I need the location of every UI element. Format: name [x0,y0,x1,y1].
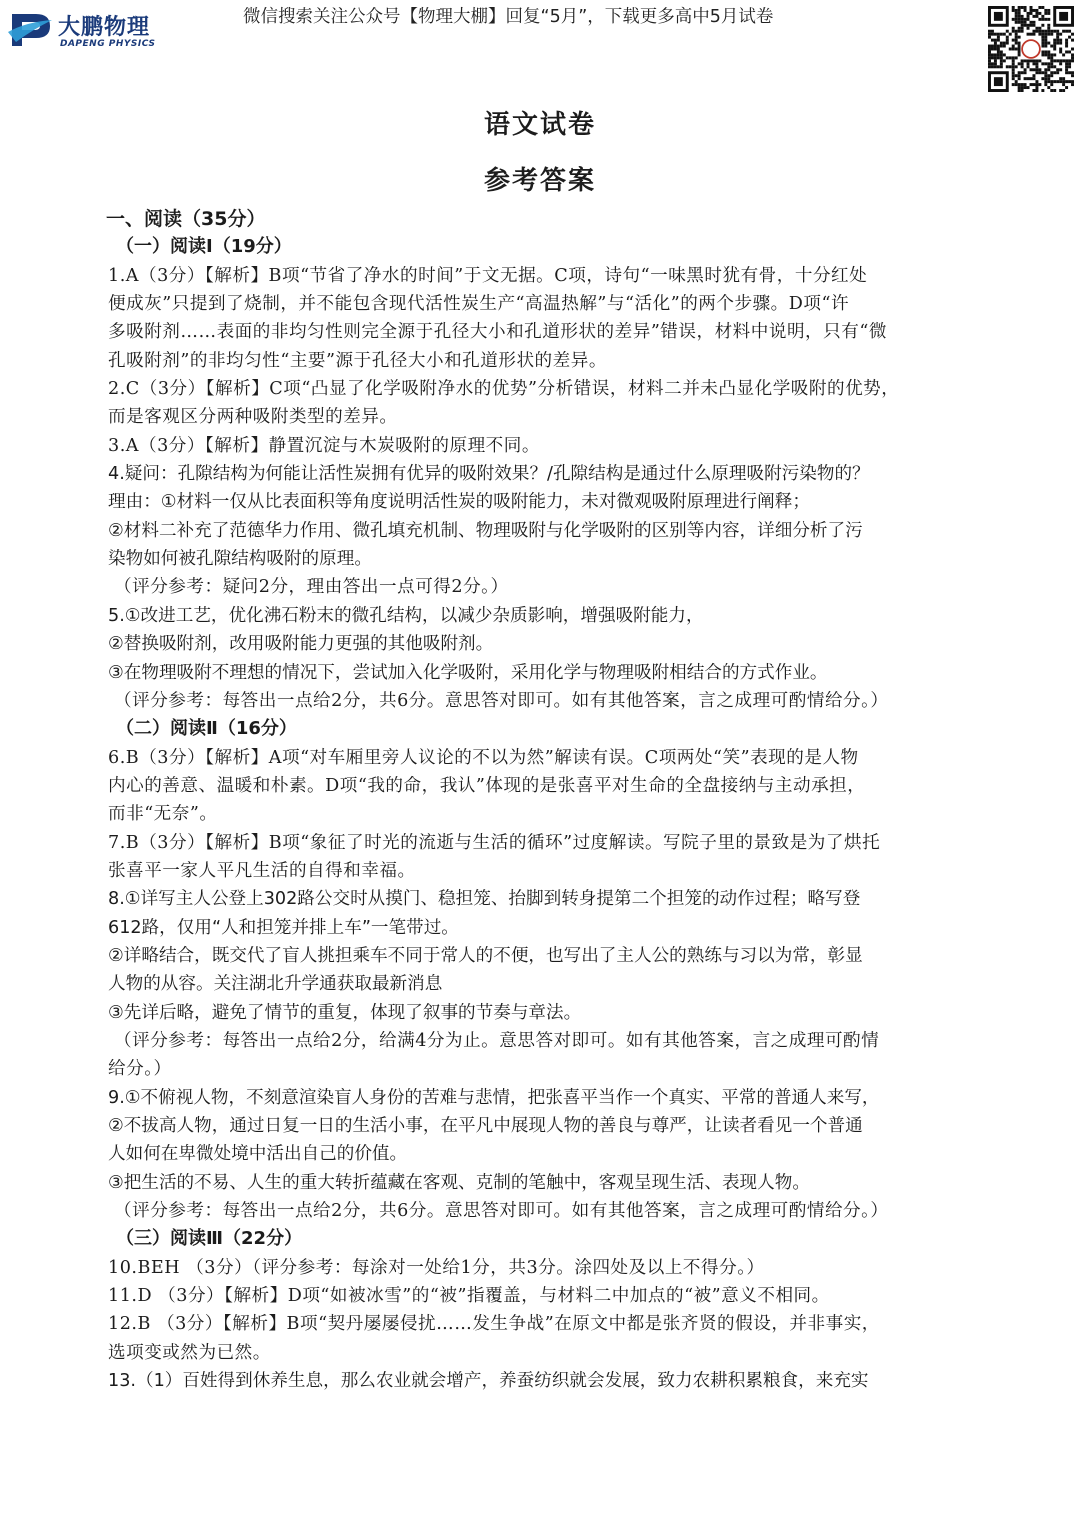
answer-line: 多吸附剂……表面的非均匀性则完全源于孔径大小和孔道形状的差异”错误，材料中说明，只有“微 [108,322,887,343]
answer-line: 7.B（3分）【解析】B项“象征了时光的流逝与生活的循环”过度解读。写院子里的景致是为了烘托 [108,832,881,853]
answer-line: 张喜平一家人平凡生活的自得和幸福。 [108,860,416,881]
answer-line: 2.C（3分）【解析】C项“凸显了化学吸附净水的优势”分析错误，材料二并未凸显化学吸附的优势， [108,379,900,400]
answer-line: 而非“无奈”。 [108,804,218,825]
answer-line: 13.（1）百姓得到休养生息，那么农业就会增产，养蚕纺织就会发展，致力农耕积累粮食，来充实 [108,1371,869,1392]
answer-line: ③在物理吸附不理想的情况下，尝试加入化学吸附，采用化学与物理吸附相结合的方式作业。 [108,662,828,683]
logo-text: 大鹏物理 [58,15,151,40]
answer-line: ③先详后略，避免了情节的重复，体现了叙事的节奏与章法。 [108,1002,582,1023]
answer-line: 9.①不俯视人物，不刻意渲染盲人身份的苦难与悲情，把张喜平当作一个真实、平常的普通人来写， [108,1087,880,1108]
answer-line: 1.A（3分）【解析】B项“节省了净水的时间”于文无据。C项，诗句“一味黑时犹有骨，十分红处 [108,265,868,286]
scoring-note-line: （评分参考：疑问2分，理由答出一点可得2分。） [114,577,509,598]
header-banner: 微信搜索关注公众号【物理大棚】回复“5月”，下载更多高中5月试卷 [243,7,774,27]
answer-line: 6.B（3分）【解析】A项“对车厢里旁人议论的不以为然”解读有误。C项两处“笑”表现的是人物 [108,747,859,768]
answer-line: 8.①详写主人公登上302路公交时从摸门、稳担笼、抬脚到转身提第二个担笼的动作过程；略写登 [108,889,861,910]
answer-line: ②材料二补充了范德华力作用、微孔填充机制、物理吸附与化学吸附的区别等内容，详细分析了污 [108,520,863,541]
scoring-note-line: （评分参考：每答出一点给2分，给满4分为止。意思答对即可。如有其他答案，言之成理可酌情 [114,1030,880,1051]
scoring-note-line: （评分参考：每答出一点给2分，共6分。意思答对即可。如有其他答案，言之成理可酌情给分。） [114,1201,889,1222]
subsection-heading: （二）阅读Ⅱ（16分） [116,718,297,740]
answer-line: 3.A（3分）【解析】静置沉淀与木炭吸附的原理不同。 [108,435,540,456]
answer-line: 11.D （3分）【解析】D项“如被冰雪”的“被”指覆盖，与材料二中加点的“被”意义不相同。 [108,1286,830,1307]
answer-line: 12.B （3分）【解析】B项“契丹屡屡侵扰……发生争战”在原文中都是张齐贤的假设，并非事实， [108,1314,880,1335]
answer-line: 612路，仅用“人和担笼并排上车”一笔带过。 [108,917,459,938]
page-header [0,0,1080,95]
answer-line: 给分。） [108,1059,172,1080]
answer-line: 10.BEH （3分）（评分参考：每涂对一处给1分，共3分。涂四处及以上不得分。） [108,1257,765,1278]
logo [6,8,166,52]
answer-line: 5.①改进工艺，优化沸石粉末的微孔结构，以减少杂质影响，增强吸附能力， [108,605,704,626]
dapeng-logo-icon [6,8,54,52]
answer-line: 人物的从容。关注湖北升学通获取最新消息 [108,974,443,995]
answer-line: 便成灰”只提到了烧制，并不能包含现代活性炭生产“高温热解”与“活化”的两个步骤。D项“许 [108,294,850,315]
answer-line: ②不拔高人物，通过日复一日的生活小事，在平凡中展现人物的善良与尊严，让读者看见一个普通 [108,1116,863,1136]
logo-subtext: DAPENG PHYSICS [60,39,156,49]
answer-line: 选项变或然为已然。 [108,1342,271,1363]
subsection-heading: （一）阅读Ⅰ（19分） [116,236,292,258]
page-subtitle: 参考答案 [483,166,596,196]
answer-line: 4.疑问：孔隙结构为何能让活性炭拥有优异的吸附效果？/孔隙结构是通过什么原理吸附污染物的？ [108,464,870,485]
answer-line: ②详略结合，既交代了盲人挑担乘车不同于常人的不便，也写出了主人公的熟练与习以为常，彰显 [108,945,863,966]
qr-code-icon[interactable] [988,6,1074,92]
answer-line: 理由：①材料一仅从比表面积等角度说明活性炭的吸附能力，未对微观吸附原理进行阐释； [108,492,810,513]
answer-line: 孔吸附剂”的非均匀性“主要”源于孔径大小和孔道形状的差异。 [108,350,607,371]
answer-line: 染物如何被孔隙结构吸附的原理。 [108,549,372,570]
answer-line: ②替换吸附剂，改用吸附能力更强的其他吸附剂。 [108,634,494,655]
answer-line: ③把生活的不易、人生的重大转折蕴藏在客观、克制的笔触中，客观呈现生活、表现人物。 [108,1172,810,1193]
answer-content [108,205,968,1395]
page-title: 语文试卷 [483,110,596,140]
section-heading: 一、阅读（35分） [106,208,266,230]
subsection-heading: （三）阅读Ⅲ（22分） [116,1228,303,1250]
answer-line: 而是客观区分两种吸附类型的差异。 [108,407,398,428]
answer-line: 内心的善意、温暖和朴素。D项“我的命，我认”体现的是张喜平对生命的全盘接纳与主动承担， [108,775,866,796]
scoring-note-line: （评分参考：每答出一点给2分，共6分。意思答对即可。如有其他答案，言之成理可酌情给分。） [114,690,889,711]
answer-line: 人如何在卑微处境中活出自己的价值。 [108,1144,408,1165]
